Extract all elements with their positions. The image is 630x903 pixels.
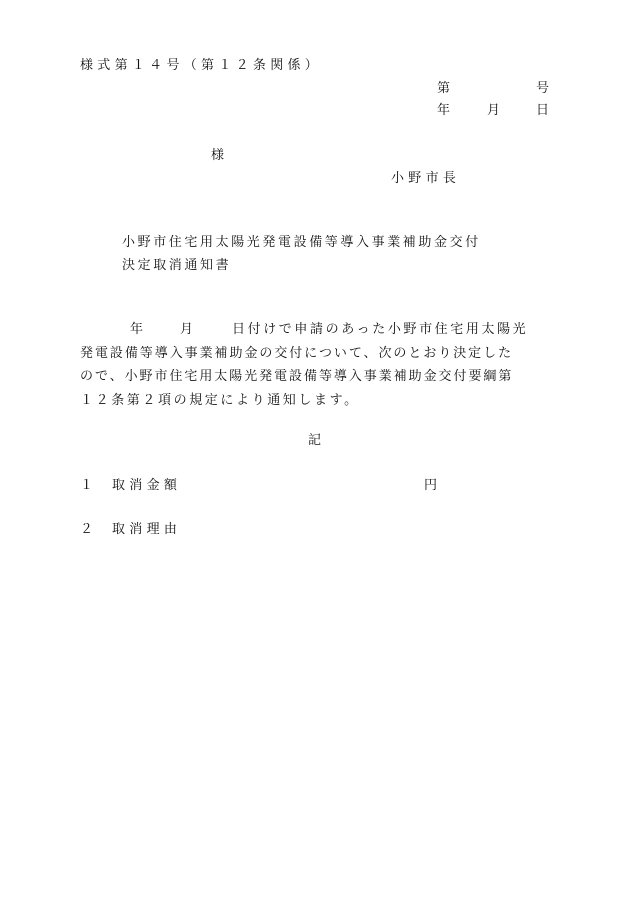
document-title-line-1: 小野市住宅用太陽光発電設備等導入事業補助金交付: [122, 235, 481, 250]
item-1-number: １: [80, 478, 98, 493]
body-line-3: ので、小野市住宅用太陽光発電設備等導入事業補助金交付要綱第: [80, 369, 514, 384]
item-1-unit: 円: [424, 478, 442, 493]
body-month-label: 月: [180, 322, 198, 337]
date-month-label: 月: [487, 103, 505, 118]
item-1-label: 取消金額: [112, 478, 182, 493]
date-day-label: 日: [536, 103, 554, 118]
ki-heading: 記: [308, 433, 326, 448]
item-2-label: 取消理由: [112, 522, 182, 537]
date-year-label: 年: [437, 103, 455, 118]
body-year-label: 年: [130, 322, 148, 337]
sender-name: 小野市長: [391, 171, 461, 186]
body-line-2: 発電設備等導入事業補助金の交付について、次のとおり決定した: [80, 346, 514, 361]
number-suffix: 号: [536, 81, 554, 96]
addressee-honorific: 様: [211, 148, 229, 163]
body-line-1-text: 日付けで申請のあった小野市住宅用太陽光: [232, 322, 529, 337]
document-title-line-2: 決定取消通知書: [122, 258, 232, 273]
number-prefix: 第: [437, 81, 455, 96]
form-label: 様式第１４号（第１２条関係）: [80, 58, 323, 73]
body-line-4: １２条第２項の規定により通知します。: [80, 393, 360, 408]
item-2-number: ２: [80, 522, 98, 537]
